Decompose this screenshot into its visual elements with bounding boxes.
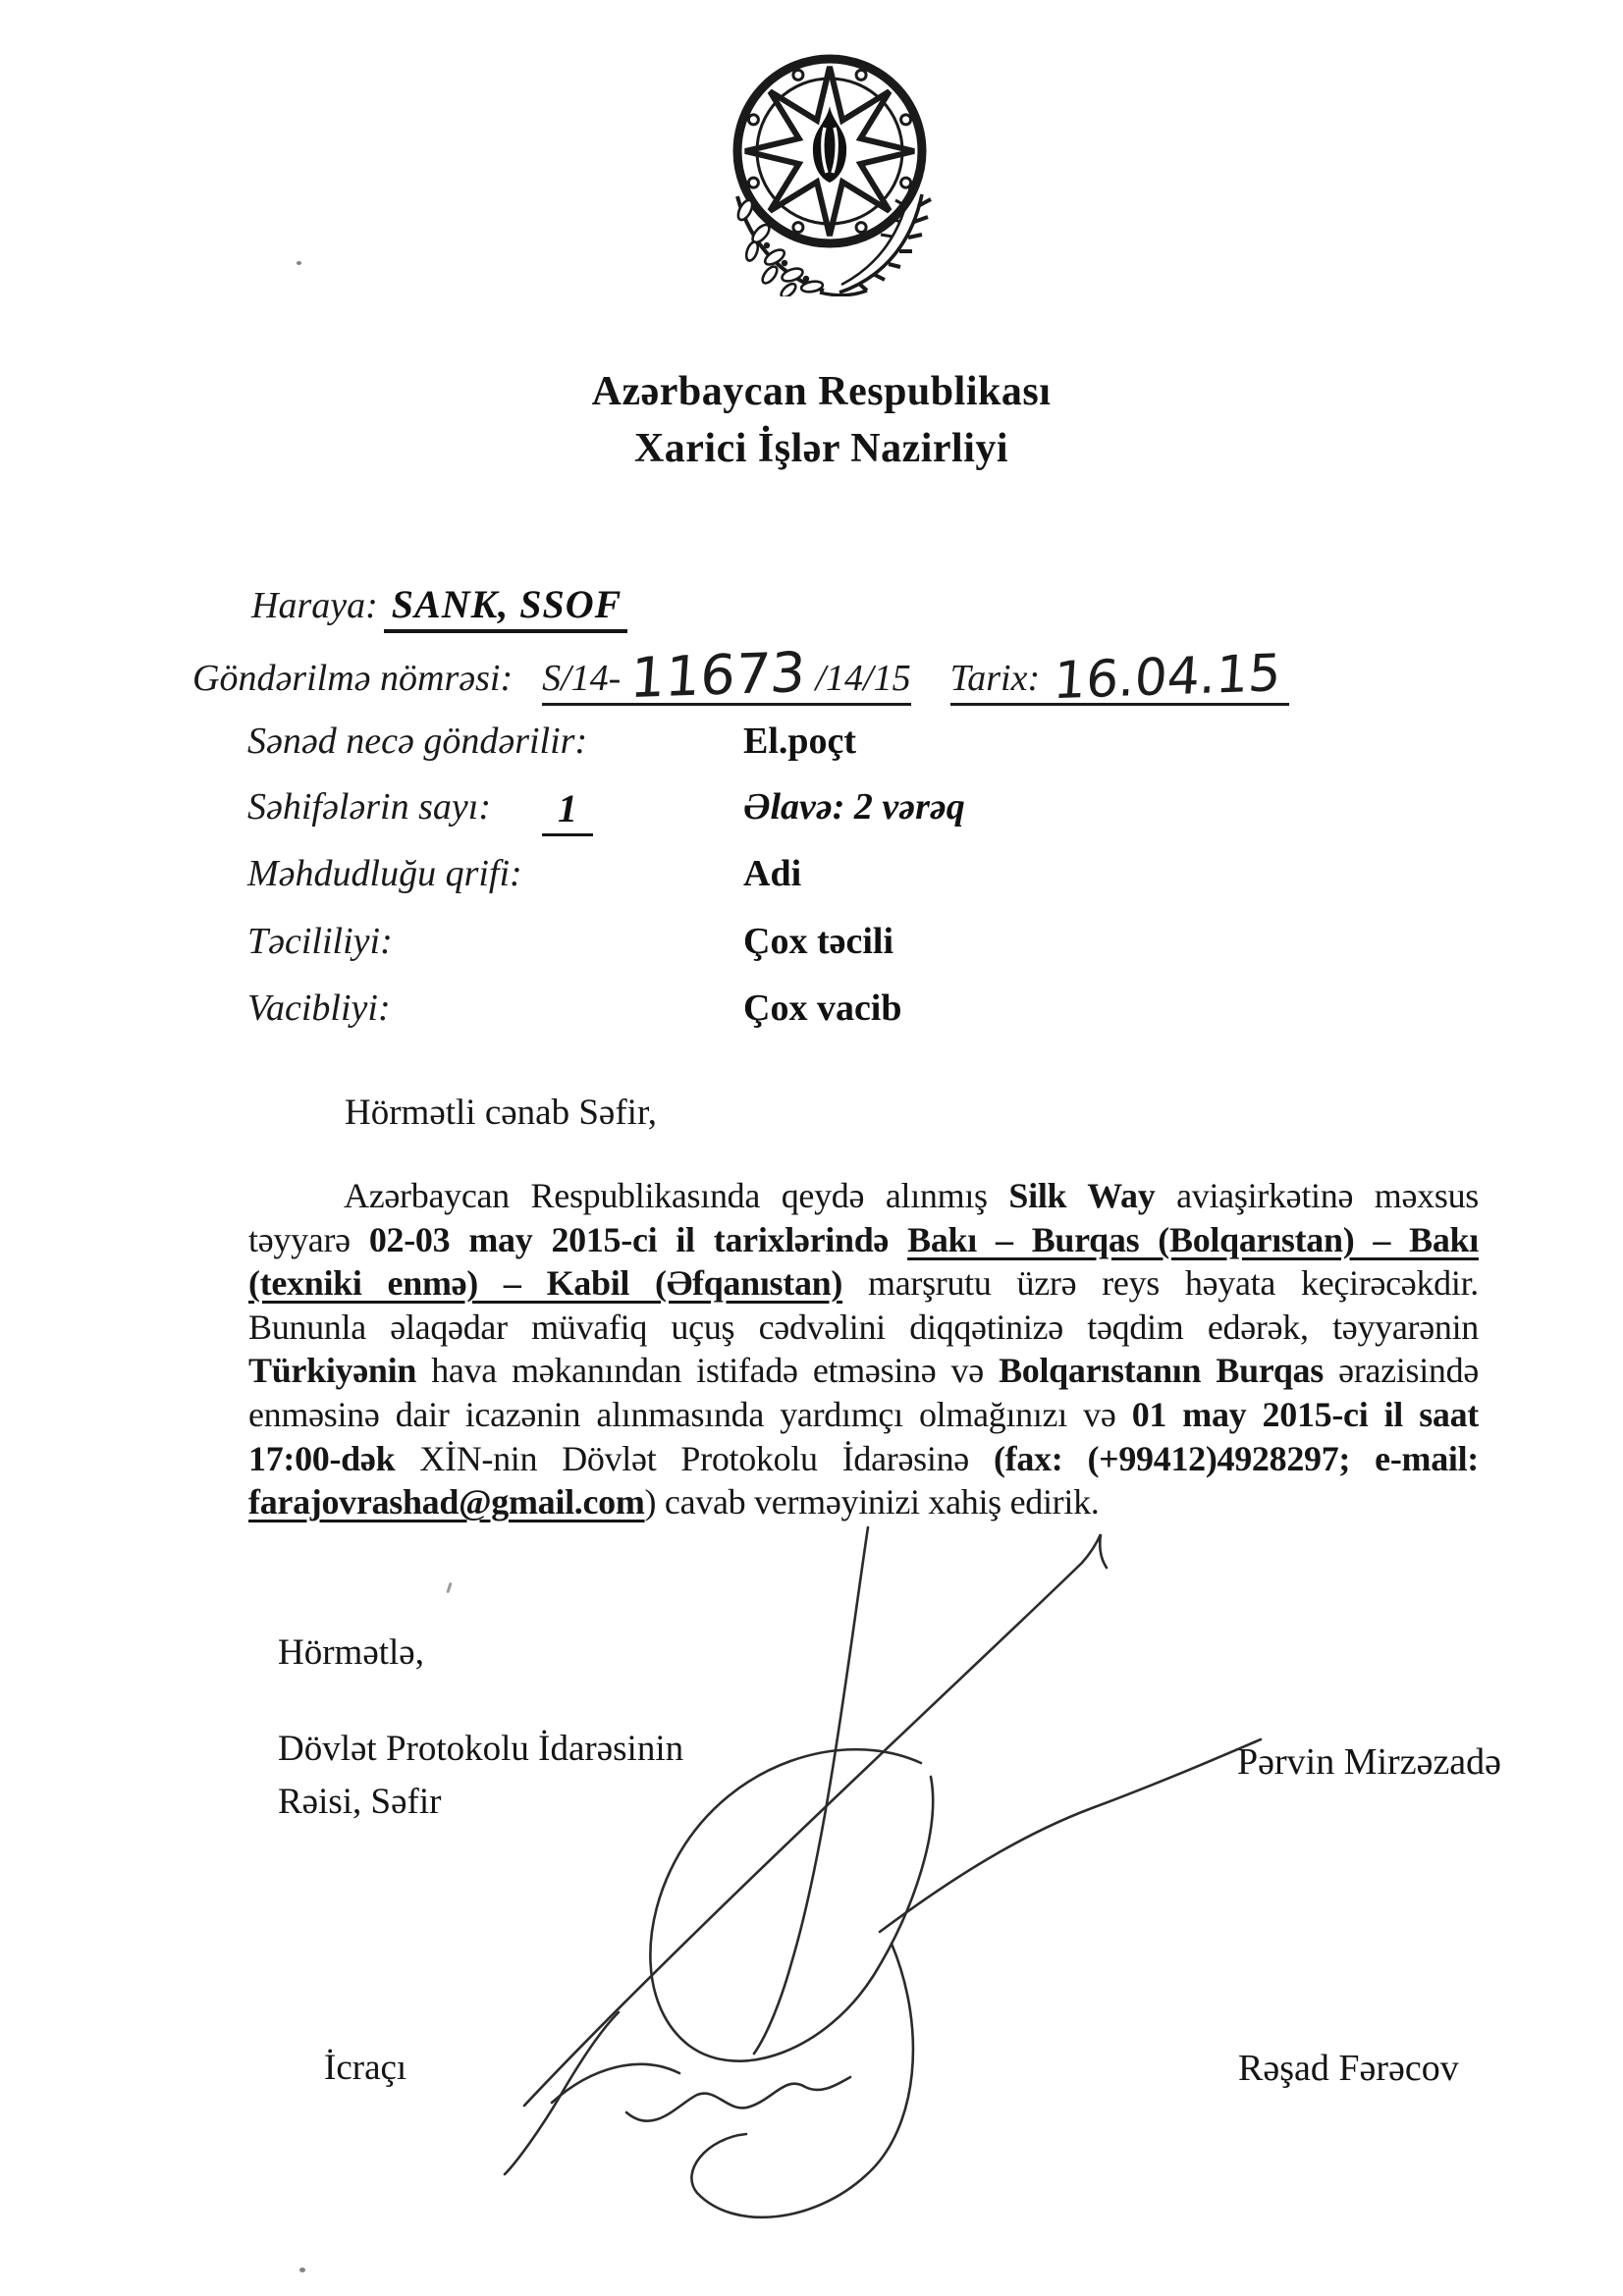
recipient-value: SANK, SSOF [384, 581, 628, 633]
body-line: Azərbaycan Respublikasında qeydə alınmış Silk Way aviaşirkətinə məxsus [344, 1176, 1479, 1215]
restriction-value: Adi [743, 853, 802, 894]
handwritten-date: 16.04.15 [1052, 644, 1283, 712]
meta-row-pages [247, 785, 1426, 836]
body-line: Türkiyənin hava məkanından istifadə etməsinə və Bolqarıstanın Burqas ərazisində [248, 1351, 1480, 1391]
dispatch-number-label: Göndərilmə nömrəsi: [192, 658, 514, 699]
scan-speck [297, 261, 301, 265]
dispatch-number-line [192, 640, 1289, 712]
meta-row-importance [247, 987, 1426, 1038]
recipient-line [251, 581, 627, 633]
body-line: təyyarə 02-03 may 2015-ci il tarixlərində Bakı – Burqas (Bolqarıstan) – Bakı [248, 1219, 1479, 1259]
meta-row-restriction [247, 852, 1426, 903]
body-line: enməsinə dair icazənin alınmasında yardımçı olmağınızı və 01 may 2015-ci il saat [248, 1394, 1479, 1434]
restriction-label: Məhdudluğu qrifi: [247, 853, 522, 894]
importance-label: Vacibliyi: [247, 988, 391, 1029]
pages-label: Səhifələrin sayı: [247, 786, 491, 828]
handwritten-number: 11673 [628, 640, 808, 712]
handwritten-signature [442, 1512, 1434, 2287]
body-paragraph [248, 1174, 1479, 1524]
meta-row-send-method [247, 720, 1426, 771]
pages-count: 1 [542, 785, 593, 836]
signer-name: Pərvin Mirzəzadə [1237, 1741, 1502, 1783]
signer-title-line2: Rəisi, Səfir [278, 1782, 442, 1822]
ministry-title [20, 363, 1623, 477]
send-method-value: El.poçt [743, 721, 857, 762]
send-method-label: Sənəd necə göndərilir: [247, 721, 588, 762]
scan-speck [299, 2268, 305, 2272]
importance-value: Çox vacib [743, 988, 902, 1029]
body-line: 17:00-dək XİN-nin Dövlət Protokolu İdarəsinə (fax: (+99412)4928297; e-mail: [248, 1438, 1479, 1478]
number-suffix: /14/15 [815, 658, 911, 699]
salutation: Hörmətli cənab Səfir, [345, 1093, 658, 1133]
executor-name: Rəşad Fərəcov [1238, 2048, 1459, 2089]
title-line-ministry: Xarici İşlər Nazirliyi [633, 426, 1009, 471]
dispatch-date [949, 644, 1289, 712]
urgency-value: Çox təcili [743, 921, 894, 962]
executor-label: İcraçı [324, 2048, 407, 2088]
body-line: farajovrashad@gmail.com) cavab verməyinizi xahiş edirik. [248, 1482, 1100, 1522]
dispatch-number-value [542, 640, 911, 712]
azerbaijan-coat-of-arms-icon [725, 49, 935, 296]
title-line-country: Azərbaycan Respublikası [591, 369, 1052, 414]
signer-title-line1: Dövlət Protokolu İdarəsinin [278, 1729, 684, 1769]
urgency-label: Təcililiyi: [247, 921, 393, 962]
date-label: Tarix: [949, 658, 1041, 699]
body-line: Bununla əlaqədar müvafiq uçuş cədvəlini diqqətinizə təqdim edərək, təyyarənin [248, 1307, 1479, 1347]
meta-row-urgency [247, 920, 1426, 971]
recipient-label: Haraya: [251, 585, 378, 626]
closing-phrase: Hörmətlə, [278, 1632, 424, 1673]
body-line: (texniki enmə) – Kabil (Əfqanıstan) marşrutu üzrə reys həyata keçirəcəkdir. [248, 1263, 1479, 1304]
attachment-value: Əlavə: 2 vərəq [743, 786, 965, 828]
number-prefix: S/14- [542, 658, 622, 699]
